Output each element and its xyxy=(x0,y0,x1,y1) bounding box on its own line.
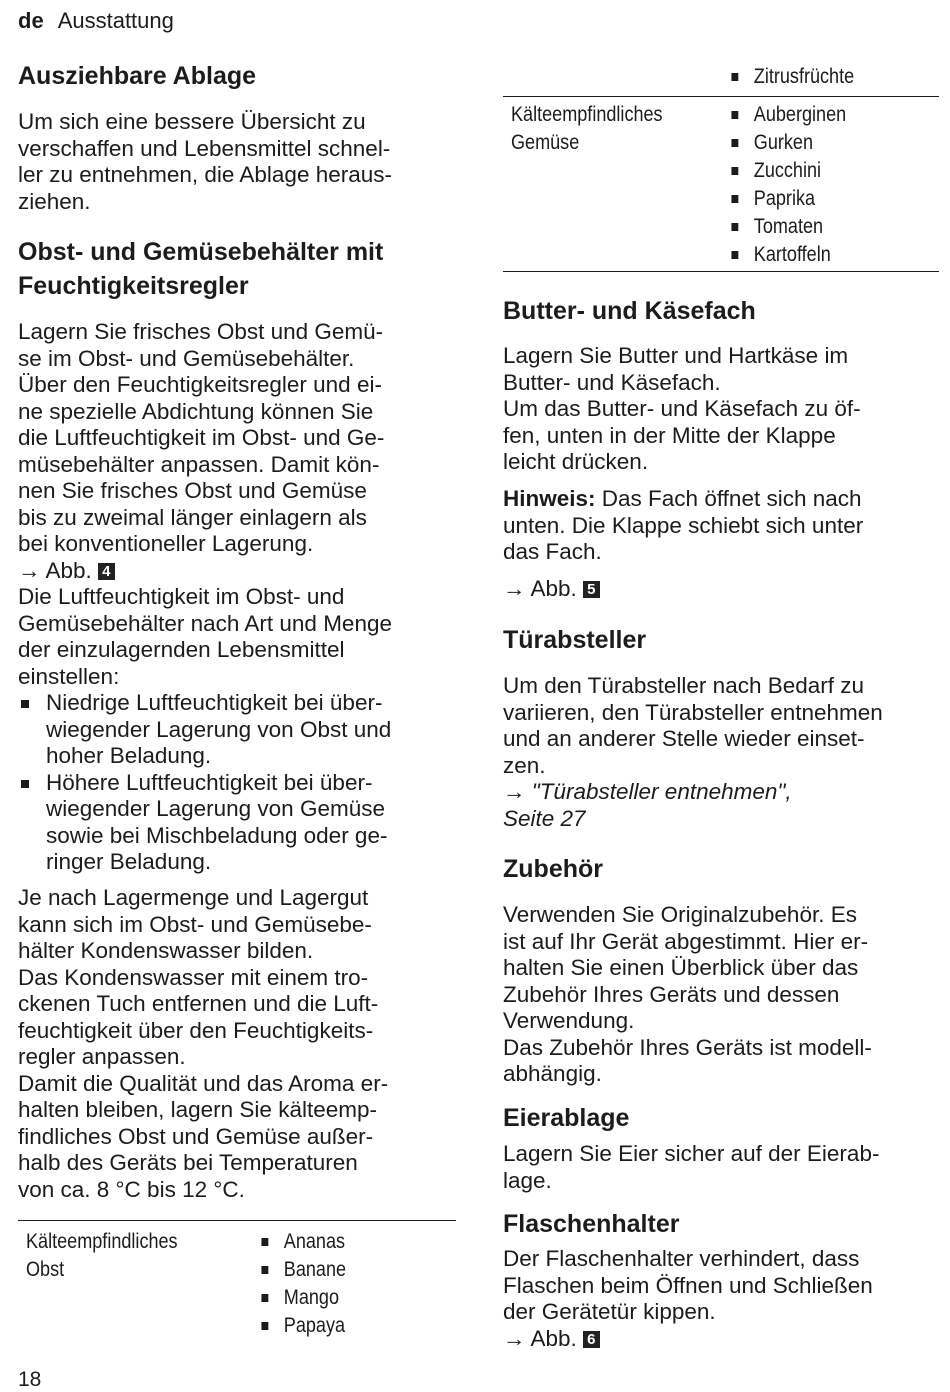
text-line: se im Obst- und Gemüsebehälter. xyxy=(18,345,355,371)
heading-flaschenhalter: Flaschenhalter xyxy=(503,1210,680,1238)
table-list-item: Papaya xyxy=(258,1312,346,1340)
text-line: Niedrige Luftfeuchtigkeit bei über- xyxy=(46,690,383,715)
table-list-item: Tomaten xyxy=(728,213,846,241)
table-list-item: Zucchini xyxy=(728,157,846,185)
table-list-item: Banane xyxy=(258,1256,346,1284)
figure-ref-text: → Abb. xyxy=(503,576,577,601)
text-line: Das Kondenswasser mit einem tro- xyxy=(18,964,369,990)
figure-ref-text: → Abb. xyxy=(503,1325,577,1351)
text-line: Obst xyxy=(26,1258,65,1281)
humidity-bullet-list xyxy=(18,690,456,876)
heading-line: Feuchtigkeitsregler xyxy=(18,272,249,300)
list-item xyxy=(18,770,456,876)
text-line: Verwendung. xyxy=(503,1008,635,1033)
heading-eierablage: Eierablage xyxy=(503,1104,630,1132)
text-line: zen. xyxy=(503,752,546,778)
paragraph-zubehoer xyxy=(503,902,939,1088)
text-line: kann sich im Obst- und Gemüsebe- xyxy=(18,911,372,937)
text-line: fen, unten in der Mitte der Klappe xyxy=(503,422,836,448)
text-line: Gemüsebehälter nach Art und Menge xyxy=(18,610,392,636)
text-line: Über den Feuchtigkeitsregler und ei- xyxy=(18,372,382,397)
table-label xyxy=(26,1228,178,1284)
text-line: Um das Butter- und Käsefach zu öf- xyxy=(503,396,861,421)
heading-zubehoer: Zubehör xyxy=(503,855,603,883)
figure-number-badge: 6 xyxy=(583,1331,600,1348)
text-line: von ca. 8 °C bis 12 °C. xyxy=(18,1176,245,1202)
cold-sensitive-fruit-table xyxy=(18,1220,456,1351)
text-line: Je nach Lagermenge und Lagergut xyxy=(18,885,369,910)
arrow-icon: → xyxy=(503,779,532,804)
link-page[interactable]: Seite 27 xyxy=(503,805,586,831)
table-list-item: Auberginen xyxy=(728,101,846,129)
note-text: Das Fach öffnet sich nach xyxy=(595,486,862,511)
text-line: feuchtigkeit über den Feuchtigkeits- xyxy=(18,1017,374,1043)
text-line: und an anderer Stelle wieder einset- xyxy=(503,726,865,751)
text-line: bei konventioneller Lagerung. xyxy=(18,531,314,556)
text-line: findliches Obst und Gemüse außer- xyxy=(18,1123,374,1149)
paragraph-ausziehbare xyxy=(18,109,456,215)
text-line: der einzulagernden Lebensmittel xyxy=(18,637,345,662)
text-line: Flaschen beim Öffnen und Schließen xyxy=(503,1272,873,1298)
text-line: der Gerätetür kippen. xyxy=(503,1299,716,1324)
table-continuation-items xyxy=(728,63,854,91)
page-number: 18 xyxy=(18,1368,42,1391)
table-label-vegetables xyxy=(511,101,663,157)
text-line: die Luftfeuchtigkeit im Obst- und Ge- xyxy=(18,425,385,450)
text-line: Die Luftfeuchtigkeit im Obst- und xyxy=(18,584,345,609)
text-line: einstellen: xyxy=(18,663,120,689)
note-label: Hinweis: xyxy=(503,486,596,511)
text-line: Kälteempfindliches xyxy=(26,1230,178,1253)
text-line: hoher Beladung. xyxy=(46,743,212,768)
table-bottom-rule xyxy=(503,271,939,272)
heading-butter-kaesefach: Butter- und Käsefach xyxy=(503,297,756,325)
text-line: abhängig. xyxy=(503,1061,602,1086)
text-line: nen Sie frisches Obst und Gemüse xyxy=(18,478,367,503)
text-line: variieren, den Türabsteller entnehmen xyxy=(503,699,883,725)
table-list-item: Zitrusfrüchte xyxy=(728,63,854,91)
text-line: verschaffen und Lebensmittel schnel- xyxy=(18,135,391,161)
text-line: ler zu entnehmen, die Ablage heraus- xyxy=(18,162,392,187)
header-section: Ausstattung xyxy=(57,8,174,33)
table-divider xyxy=(503,96,939,97)
note-first-line xyxy=(503,486,939,513)
text-line: Damit die Qualität und das Aroma er- xyxy=(18,1070,389,1096)
figure-number-badge: 5 xyxy=(583,581,600,598)
text-line: ne spezielle Abdichtung können Sie xyxy=(18,398,374,424)
text-line: das Fach. xyxy=(503,539,602,564)
paragraph-eierablage xyxy=(503,1141,939,1194)
text-line: Lagern Sie Eier sicher auf der Eierab- xyxy=(503,1141,880,1166)
text-line: sowie bei Mischbeladung oder ge- xyxy=(46,822,388,848)
table-items-vegetables xyxy=(728,101,846,269)
cross-reference-link[interactable] xyxy=(503,779,939,806)
text-line: ckenen Tuch entfernen und die Luft- xyxy=(18,991,379,1016)
list-item xyxy=(18,690,456,770)
text-line: halten bleiben, lagern Sie kälteemp- xyxy=(18,1097,377,1122)
text-line: Verwenden Sie Originalzubehör. Es xyxy=(503,902,857,927)
text-line: hälter Kondenswasser bilden. xyxy=(18,938,314,963)
text-line: unten. Die Klappe schiebt sich unter xyxy=(503,512,864,538)
text-line: Lagern Sie frisches Obst und Gemü- xyxy=(18,319,384,344)
text-line: leicht drücken. xyxy=(503,449,649,474)
text-line: Lagern Sie Butter und Hartkäse im xyxy=(503,343,849,368)
table-list-item: Mango xyxy=(258,1284,346,1312)
text-line: ist auf Ihr Gerät abgestimmt. Hier er- xyxy=(503,928,869,954)
figure-ref-text: → Abb. xyxy=(18,557,92,583)
text-line: Kälteempfindliches xyxy=(511,103,663,126)
text-line: Um den Türabsteller nach Bedarf zu xyxy=(503,673,865,698)
text-line: Um sich eine bessere Übersicht zu xyxy=(18,109,366,134)
text-line: bis zu zweimal länger einlagern als xyxy=(18,504,367,530)
figure-number-badge: 4 xyxy=(98,563,115,580)
text-line: Gemüse xyxy=(511,131,580,154)
text-line: Das Zubehör Ihres Geräts ist modell- xyxy=(503,1034,872,1060)
text-line: ringer Beladung. xyxy=(46,849,212,874)
text-line: wiegender Lagerung von Obst und xyxy=(46,716,392,742)
figure-reference-6[interactable] xyxy=(503,1326,939,1353)
figure-reference-5[interactable] xyxy=(503,576,600,603)
page-header xyxy=(18,8,174,34)
paragraph-butter xyxy=(503,343,939,476)
table-list-item: Ananas xyxy=(258,1228,346,1256)
text-line: regler anpassen. xyxy=(18,1044,186,1069)
text-line: Butter- und Käsefach. xyxy=(503,369,721,395)
heading-ausziehbare-ablage: Ausziehbare Ablage xyxy=(18,62,257,90)
text-line: Höhere Luftfeuchtigkeit bei über- xyxy=(46,769,373,795)
text-line: halten Sie einen Überblick über das xyxy=(503,955,859,980)
table-list-item: Kartoffeln xyxy=(728,241,846,269)
text-line: wiegender Lagerung von Gemüse xyxy=(46,796,385,821)
paragraph-obst-2 xyxy=(18,584,456,690)
text-line: lage. xyxy=(503,1167,552,1193)
text-line: ziehen. xyxy=(18,188,91,214)
text-line: müsebehälter anpassen. Damit kön- xyxy=(18,451,380,477)
note-paragraph xyxy=(503,486,939,566)
language-tag: de xyxy=(18,8,44,33)
figure-reference-4[interactable] xyxy=(18,558,456,585)
table-list-item: Gurken xyxy=(728,129,846,157)
heading-tuerabsteller: Türabsteller xyxy=(503,626,647,654)
heading-line: Obst- und Gemüsebehälter mit xyxy=(18,238,384,266)
paragraph-obst-1 xyxy=(18,319,456,584)
paragraph-flaschenhalter xyxy=(503,1246,939,1352)
paragraph-obst-3 xyxy=(18,885,456,1203)
table-list-item: Paprika xyxy=(728,185,846,213)
paragraph-tuerabsteller xyxy=(503,673,939,832)
text-line: halb des Geräts bei Temperaturen xyxy=(18,1150,358,1175)
table-items xyxy=(258,1228,346,1340)
link-text: "Türabsteller entnehmen", xyxy=(531,779,792,804)
heading-obst-gemuese xyxy=(18,235,383,303)
text-line: Der Flaschenhalter verhindert, dass xyxy=(503,1246,860,1271)
text-line: Zubehör Ihres Geräts und dessen xyxy=(503,981,840,1007)
